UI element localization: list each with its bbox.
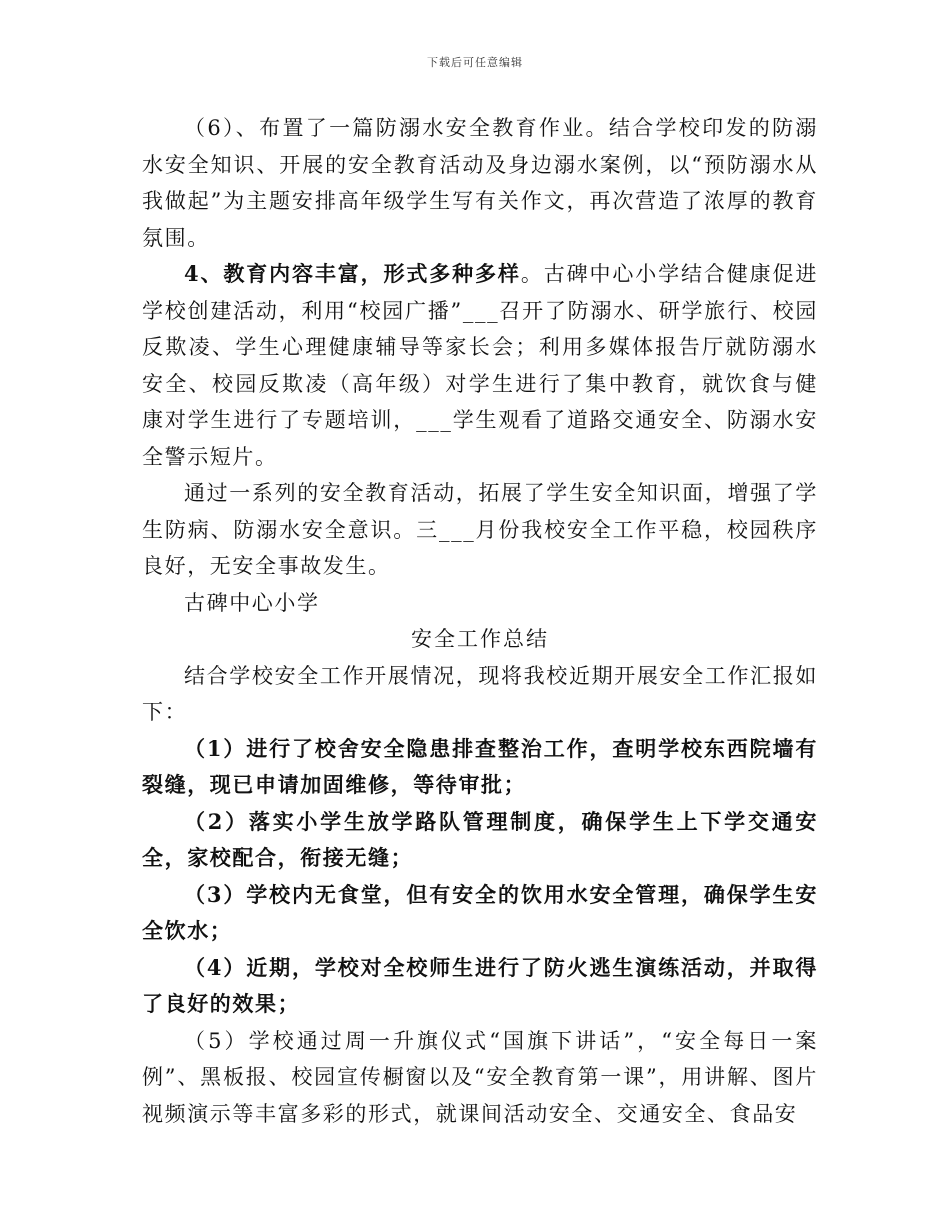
summary-item-1: （1）进行了校舍安全隐患排查整治工作，查明学校东西院墙有裂缝，现已申请加固维修，等待审批； xyxy=(142,735,818,797)
summary-item-3: （3）学校内无食堂，但有安全的饮用水安全管理，确保学生安全饮水； xyxy=(142,881,818,943)
paragraph-intro: 结合学校安全工作开展情况，现将我校近期开展安全工作汇报如下： xyxy=(142,663,818,724)
section-title: 安全工作总结 xyxy=(411,627,549,651)
header-note: 下载后可任意编辑 xyxy=(427,56,523,69)
signature: 古碑中心小学 xyxy=(184,590,320,615)
paragraph-item-6: （6）、布置了一篇防溺水安全教育作业。结合学校印发的防溺水安全知识、开展的安全教育活动及身边溺水案例，以“预防溺水从我做起”为主题安排高年级学生写有关作文，再次营造了浓厚的教育氛围。 xyxy=(142,116,818,250)
item-4-heading: 4、教育内容丰富，形式多种多样 xyxy=(184,261,521,286)
summary-item-2: （2）落实小学生放学路队管理制度，确保学生上下学交通安全，家校配合，衔接无缝； xyxy=(142,808,818,870)
item-4-body: 。古碑中心小学结合健康促进学校创建活动，利用“校园广播”___召开了防溺水、研学旅行、校园反欺凌、学生心理健康辅导等家长会；利用多媒体报告厅就防溺水安全、校园反欺凌（高年级）对学生进行了集中教育，就饮食与健康对学生进行了专题培训，___学生观看了道路交通安全、防溺水安全警示短片。 xyxy=(142,262,818,469)
summary-item-4: （4）近期，学校对全校师生进行了防火逃生演练活动，并取得了良好的效果； xyxy=(142,954,818,1016)
summary-item-5: （5）学校通过周一升旗仪式“国旗下讲话”，“安全每日一案例”、黑板报、校园宣传橱窗以及“安全教育第一课”，用讲解、图片视频演示等丰富多彩的形式，就课间活动安全、交通安全、食品安 xyxy=(142,1028,818,1126)
paragraph-item-4 xyxy=(142,256,818,475)
document-body xyxy=(142,110,818,1132)
paragraph-conclusion: 通过一系列的安全教育活动，拓展了学生安全知识面，增强了学生防病、防溺水安全意识。三___月份我校安全工作平稳，校园秩序良好，无安全事故发生。 xyxy=(142,481,818,578)
